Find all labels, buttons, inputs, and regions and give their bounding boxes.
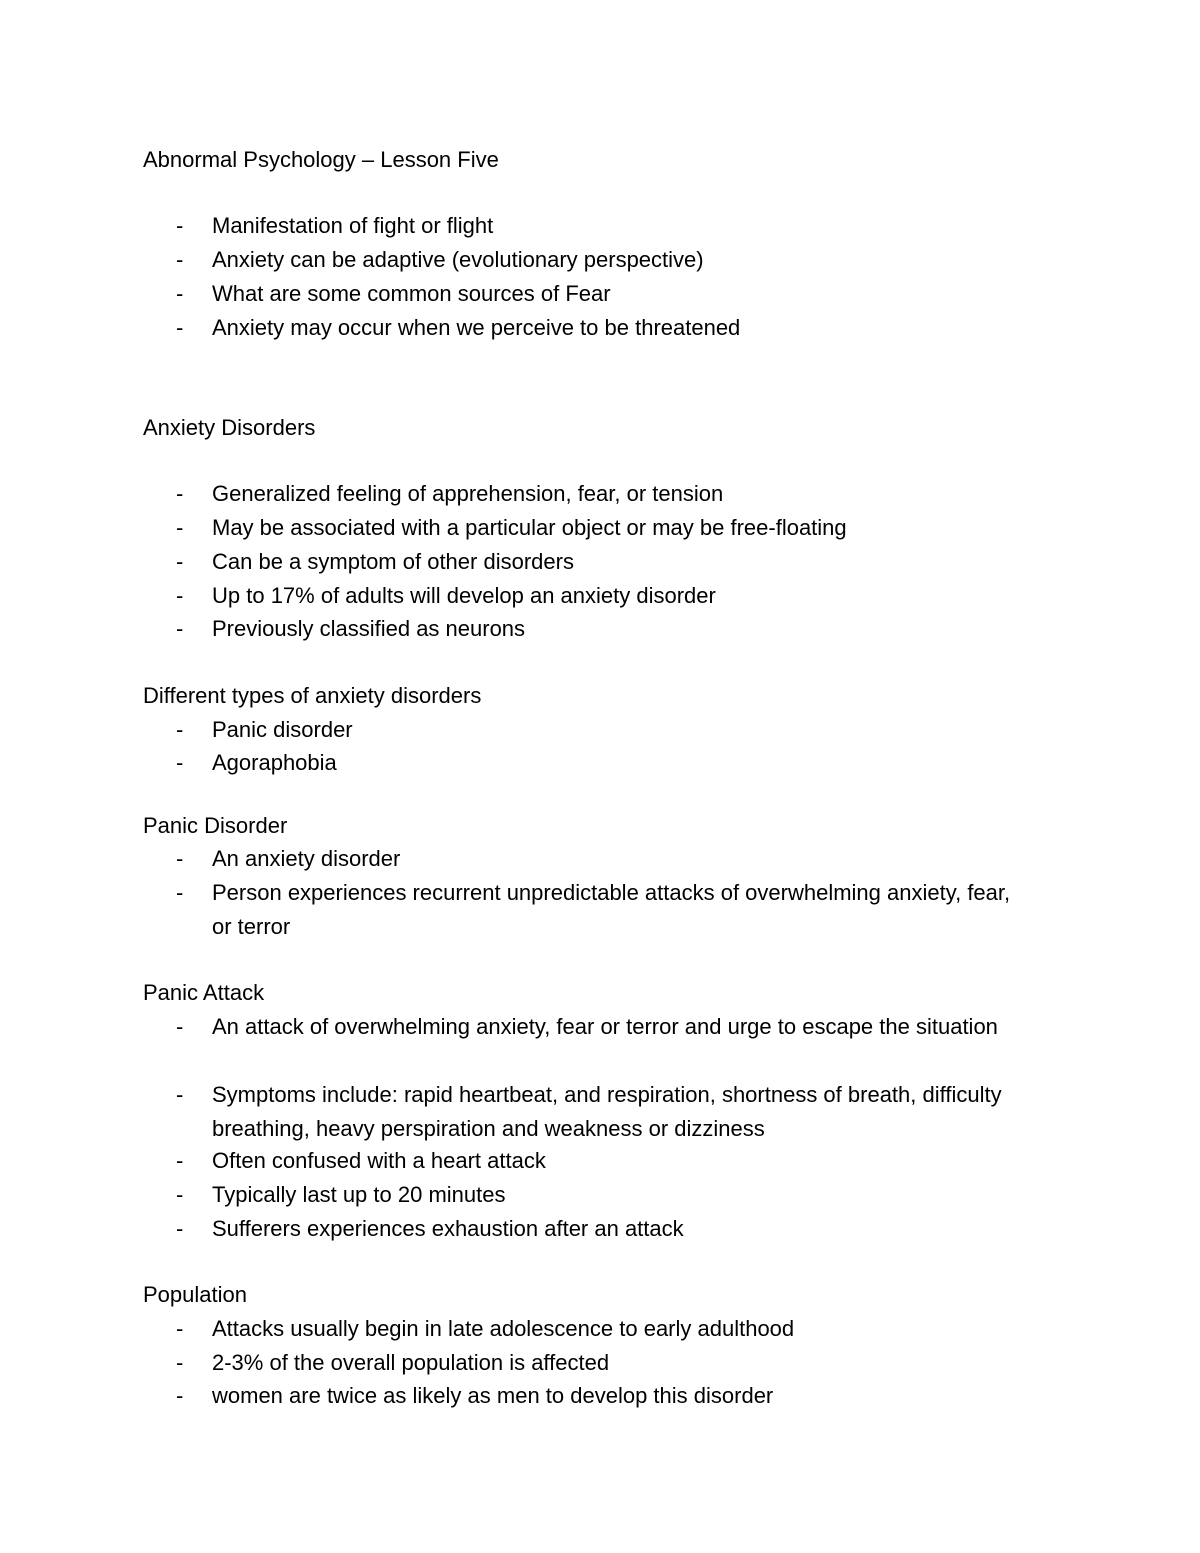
bullet-marker: - (176, 717, 184, 742)
section-heading: Population (143, 1282, 247, 1307)
bullet-marker: - (176, 583, 184, 608)
bullet-marker: - (176, 1182, 184, 1207)
bullet-marker: - (176, 481, 184, 506)
list-item: Person experiences recurrent unpredictable attacks of overwhelming anxiety, fear, or terror (212, 880, 1011, 939)
list-item: Sufferers experiences exhaustion after an attack (212, 1216, 684, 1241)
bullet-marker: - (176, 315, 184, 340)
list-item: Attacks usually begin in late adolescence to early adulthood (212, 1316, 795, 1341)
bullet-marker: - (176, 846, 184, 871)
bullet-marker: - (176, 213, 184, 238)
bullet-marker: - (176, 880, 184, 905)
list-item: Typically last up to 20 minutes (212, 1182, 506, 1207)
list-item: May be associated with a particular object or may be free-floating (212, 515, 847, 540)
bullet-marker: - (176, 549, 184, 574)
list-item: Can be a symptom of other disorders (212, 549, 574, 574)
list-item: 2-3% of the overall population is affected (212, 1350, 610, 1375)
bullet-marker: - (176, 247, 184, 272)
list-item: An attack of overwhelming anxiety, fear or terror and urge to escape the situation (212, 1014, 998, 1039)
list-item: Previously classified as neurons (212, 616, 526, 641)
bullet-marker: - (176, 750, 184, 775)
list-item: women are twice as likely as men to develop this disorder (212, 1383, 774, 1408)
bullet-marker: - (176, 515, 184, 540)
section-heading: Anxiety Disorders (143, 415, 316, 440)
list-item: Up to 17% of adults will develop an anxiety disorder (212, 583, 716, 608)
bullet-marker: - (176, 1216, 184, 1241)
bullet-marker: - (176, 1148, 184, 1173)
section-heading: Different types of anxiety disorders (143, 683, 482, 708)
list-item: Panic disorder (212, 717, 353, 742)
section-heading: Panic Disorder (143, 813, 288, 838)
bullet-marker: - (176, 1014, 184, 1039)
list-item: Anxiety can be adaptive (evolutionary perspective) (212, 247, 704, 272)
list-item: Agoraphobia (212, 750, 337, 775)
bullet-marker: - (176, 1383, 184, 1408)
list-item: Manifestation of fight or flight (212, 213, 494, 238)
list-item: Generalized feeling of apprehension, fear, or tension (212, 481, 724, 506)
list-item: Often confused with a heart attack (212, 1148, 546, 1173)
bullet-marker: - (176, 1350, 184, 1375)
list-item: Anxiety may occur when we perceive to be threatened (212, 315, 741, 340)
list-item: An anxiety disorder (212, 846, 401, 871)
list-item: Symptoms include: rapid heartbeat, and respiration, shortness of breath, difficulty breathing, heavy perspiration and weakness or dizziness (212, 1082, 1002, 1141)
bullet-marker: - (176, 281, 184, 306)
page-title: Abnormal Psychology – Lesson Five (143, 147, 499, 172)
bullet-marker: - (176, 1316, 184, 1341)
list-item: What are some common sources of Fear (212, 281, 611, 306)
bullet-marker: - (176, 616, 184, 641)
bullet-marker: - (176, 1082, 184, 1107)
section-heading: Panic Attack (143, 980, 265, 1005)
